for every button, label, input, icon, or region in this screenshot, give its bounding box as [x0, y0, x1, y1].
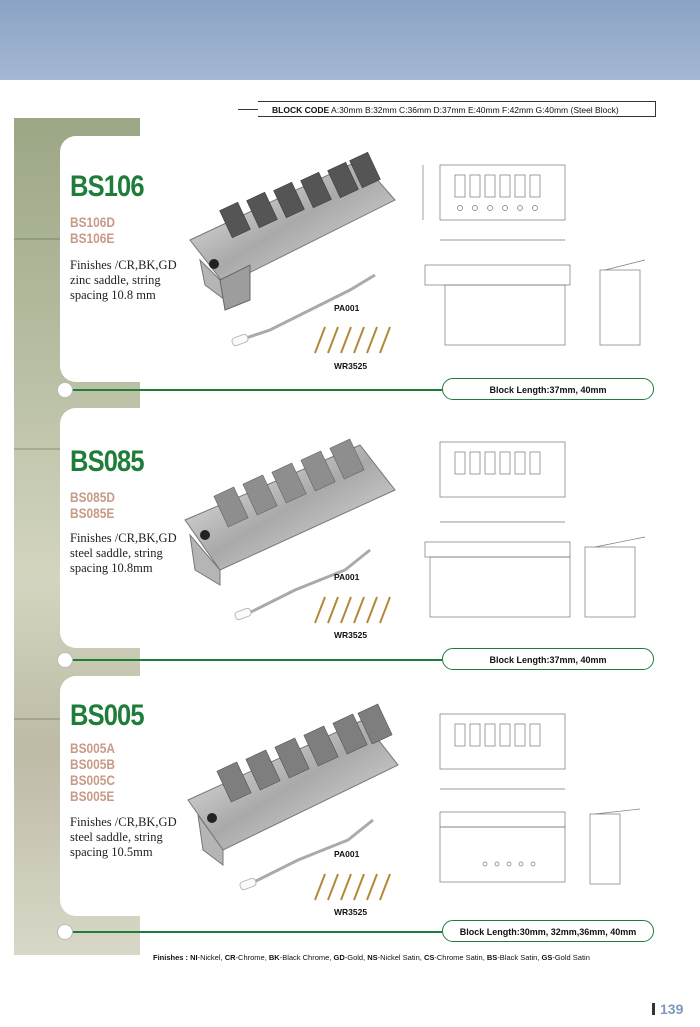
page-number	[652, 1001, 683, 1017]
arm-part-label: PA001	[334, 303, 360, 313]
model-description: Finishes /CR,BK,GD zinc saddle, string spacing 10.8 mm	[70, 258, 177, 302]
screws-part-label: WR3525	[334, 630, 368, 640]
screws-photo	[310, 595, 405, 625]
block-length-pill: Block Length:37mm, 40mm	[442, 648, 654, 670]
finish-name: -Gold Satin	[552, 953, 590, 962]
technical-drawing	[415, 150, 660, 360]
page-number-bar	[652, 1003, 655, 1015]
finish-code: GS	[541, 953, 553, 962]
section-divider	[60, 931, 442, 933]
screws-photo	[310, 872, 405, 902]
page-number-text: 139	[660, 1001, 684, 1017]
divider-dot	[57, 652, 73, 668]
screws-photo	[310, 325, 405, 355]
finish-name: -Nickel,	[197, 953, 225, 962]
technical-drawing	[415, 432, 660, 622]
screws-part-label: WR3525	[334, 361, 368, 371]
finish-code: CS	[423, 953, 435, 962]
variant-code: BS085D	[70, 489, 115, 505]
divider-dot	[57, 382, 73, 398]
model-title: BS106	[70, 170, 144, 203]
finish-code: NS	[367, 953, 378, 962]
variant-code: BS106D	[70, 214, 115, 230]
variant-code: BS106E	[70, 230, 115, 246]
finish-name: -Chrome Satin,	[434, 953, 487, 962]
variant-code: BS005A	[70, 740, 115, 756]
technical-drawing	[415, 704, 660, 894]
header-band	[0, 0, 700, 80]
arm-part-label: PA001	[334, 572, 360, 582]
model-variants	[70, 489, 115, 521]
model-description: Finishes /CR,BK,GD steel saddle, string spacing 10.8mm	[70, 531, 177, 575]
finish-code: GD	[333, 953, 345, 962]
block-length-pill: Block Length:37mm, 40mm	[442, 378, 654, 400]
block-code-label: BLOCK CODE	[272, 105, 330, 115]
model-variants	[70, 214, 115, 246]
model-title: BS085	[70, 445, 144, 478]
model-title: BS005	[70, 699, 144, 732]
block-code-legend	[258, 101, 656, 117]
block-code-text: A:30mm B:32mm C:36mm D:37mm E:40mm F:42mm G:40mm (Steel Block)	[329, 105, 619, 115]
finish-code: NI	[190, 953, 198, 962]
finish-name: -Gold,	[344, 953, 368, 962]
section-divider	[60, 659, 442, 661]
finish-name: -Nickel Satin,	[377, 953, 424, 962]
finish-code: BK	[268, 953, 280, 962]
divider-dot	[57, 924, 73, 940]
finish-code: CR	[224, 953, 236, 962]
variant-code: BS005B	[70, 756, 115, 772]
model-variants	[70, 740, 115, 804]
model-description: Finishes /CR,BK,GD steel saddle, string spacing 10.5mm	[70, 815, 177, 859]
finish-name: -Black Satin,	[497, 953, 542, 962]
finishes-legend	[153, 953, 590, 962]
screws-part-label: WR3525	[334, 907, 368, 917]
product-card-bs085	[60, 408, 192, 648]
arm-part-label: PA001	[334, 849, 360, 859]
variant-code: BS005C	[70, 772, 115, 788]
finish-name: -Chrome,	[235, 953, 269, 962]
finishes-prefix: Finishes :	[153, 953, 191, 962]
variant-code: BS005E	[70, 788, 115, 804]
block-length-pill: Block Length:30mm, 32mm,36mm, 40mm	[442, 920, 654, 942]
section-divider	[60, 389, 442, 391]
finish-name: -Black Chrome,	[279, 953, 334, 962]
variant-code: BS085E	[70, 505, 115, 521]
finish-code: BS	[486, 953, 498, 962]
